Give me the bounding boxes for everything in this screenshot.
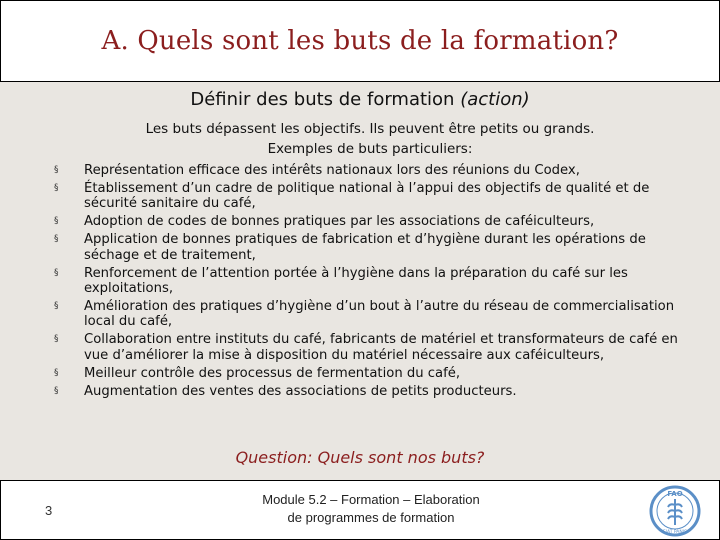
intro-line-2: Exemples de buts particuliers:: [267, 141, 473, 157]
bullet-icon: §: [54, 234, 59, 245]
bullet-icon: §: [54, 216, 59, 227]
list-item: [54, 332, 694, 363]
bullet-icon: §: [54, 300, 59, 311]
list-item: [54, 299, 694, 330]
list-item-text: Application de bonnes pratiques de fabrication et d’hygiène durant les opérations de séchage et de traitement,: [84, 232, 646, 263]
footer: [0, 480, 720, 540]
list-item-text: Représentation efficace des intérêts nationaux lors des réunions du Codex,: [84, 163, 580, 178]
bullet-icon: §: [54, 165, 59, 175]
list-item-text: Collaboration entre instituts du café, fabricants de matériel et transformateurs de café en vue d’améliorer la mise à disposition du matériel nécessaire aux caféiculteurs,: [84, 332, 678, 363]
bullet-icon: §: [54, 334, 59, 345]
fao-logo-icon: [649, 485, 701, 537]
slide-title: A. Quels sont les buts de la formation?: [101, 26, 619, 56]
slide-subtitle: [0, 89, 720, 110]
bullet-icon: §: [54, 267, 59, 278]
footer-caption: [201, 491, 541, 527]
bullet-icon: §: [54, 367, 59, 378]
intro-text: [60, 119, 680, 159]
logo-letters: FAO: [667, 490, 683, 498]
list-item-text: Établissement d’un cadre de politique national à l’appui des objectifs de qualité et de sécurité sanitaire du café,: [84, 180, 650, 212]
footer-line-2: de programmes de formation: [287, 510, 455, 525]
list-item: [54, 366, 694, 382]
list-item-text: Augmentation des ventes des associations de petits producteurs.: [84, 383, 517, 399]
list-item: [54, 163, 694, 179]
goal-examples-list: [54, 163, 694, 402]
list-item: [54, 384, 694, 400]
list-item: [54, 266, 694, 297]
intro-line-1: Les buts dépassent les objectifs. Ils peuvent être petits ou grands.: [145, 121, 595, 137]
logo-motto: FIAT PANIS: [663, 530, 687, 535]
list-item-text: Adoption de codes de bonnes pratiques par les associations de caféiculteurs,: [84, 214, 595, 230]
list-item: [54, 232, 694, 263]
list-item-text: Meilleur contrôle des processus de fermentation du café,: [84, 365, 461, 381]
subtitle-italic: (action): [460, 89, 530, 110]
footer-line-1: Module 5.2 – Formation – Elaboration: [262, 492, 480, 507]
question-text: Question: Quels sont nos buts?: [235, 448, 485, 467]
bullet-icon: §: [54, 182, 59, 193]
list-item: [54, 214, 694, 230]
page-number: 3: [45, 503, 53, 518]
list-item-text: Amélioration des pratiques d’hygiène d’un bout à l’autre du réseau de commercialisation local du café,: [84, 298, 675, 330]
title-box: [0, 0, 720, 82]
bullet-icon: §: [54, 385, 59, 396]
list-item: [54, 181, 694, 212]
subtitle-text: Définir des buts de formation: [190, 89, 461, 110]
list-item-text: Renforcement de l’attention portée à l’hygiène dans la préparation du café sur les exploitations,: [84, 265, 628, 297]
